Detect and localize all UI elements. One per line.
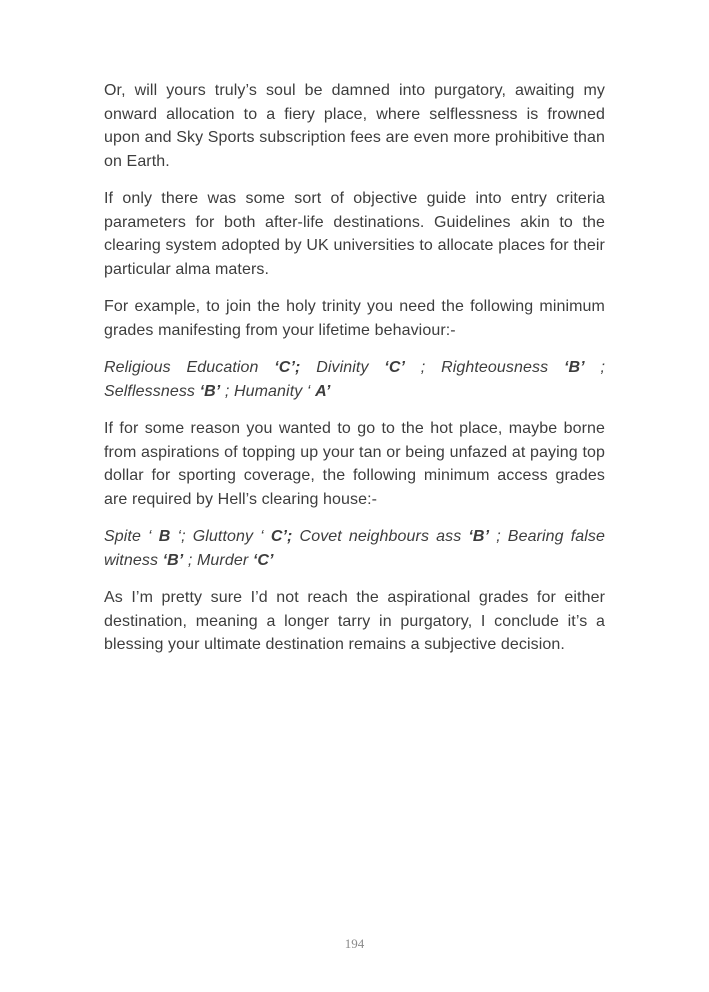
text-run: C’;: [270, 528, 293, 545]
text-run: ‘B’: [199, 382, 221, 400]
paragraph: [104, 417, 605, 511]
paragraph: [104, 295, 605, 342]
text-run: ‘C’;: [274, 359, 301, 376]
text-run: ‘; Gluttony ‘: [170, 528, 271, 545]
paragraph: [104, 356, 605, 403]
text-run: A’: [315, 382, 331, 400]
text-run: ‘B’: [468, 528, 490, 545]
text-run: ; Righteousness: [405, 359, 564, 376]
text-run: ; Selflessness: [104, 359, 606, 400]
text-run: ; Humanity ‘: [220, 382, 316, 400]
paragraph: [104, 79, 605, 173]
text-run: ; Murder: [183, 551, 253, 569]
text-run: ‘B’: [162, 551, 184, 569]
text-run: Spite ‘: [104, 528, 159, 545]
paragraph: [104, 586, 605, 657]
page-number: 194: [344, 936, 365, 951]
text-run: If only there was some sort of objective guide into entry criteria parameters for both after-life destinations. Guidelines akin to the clearing system adopted by UK universities to allocate places for their particular alma maters.: [104, 190, 605, 278]
text-run: ‘B’: [563, 359, 585, 376]
text-run: For example, to join the holy trinity you need the following minimum grades manifesting from your lifetime behaviour:-: [104, 298, 605, 339]
text-run: Divinity: [300, 359, 385, 376]
text-run: ; Bearing false witness: [104, 528, 605, 569]
text-run: Covet neighbours ass: [292, 528, 469, 545]
text-run: ‘C’: [384, 359, 406, 376]
text-run: Or, will yours truly’s soul be damned into purgatory, awaiting my onward allocation to a fiery place, where selflessness is frowned upon and Sky Sports subscription fees are even more prohibitive than on Earth.: [104, 82, 605, 170]
text-run: If for some reason you wanted to go to the hot place, maybe borne from aspirations of topping up your tan or being unfazed at paying top dollar for sporting coverage, the following minimum access grades are required by Hell’s clearing house:-: [104, 420, 605, 508]
text-run: B: [158, 528, 171, 545]
text-run: ‘C’: [252, 551, 274, 569]
text-run: Religious Education: [104, 359, 275, 376]
paragraph: [104, 525, 605, 572]
text-run: As I’m pretty sure I’d not reach the aspirational grades for either destination, meaning a longer tarry in purgatory, I conclude it’s a blessing your ultimate destination remains a subjective decision.: [104, 589, 605, 653]
page-content: [104, 79, 605, 671]
paragraph: [104, 187, 605, 281]
